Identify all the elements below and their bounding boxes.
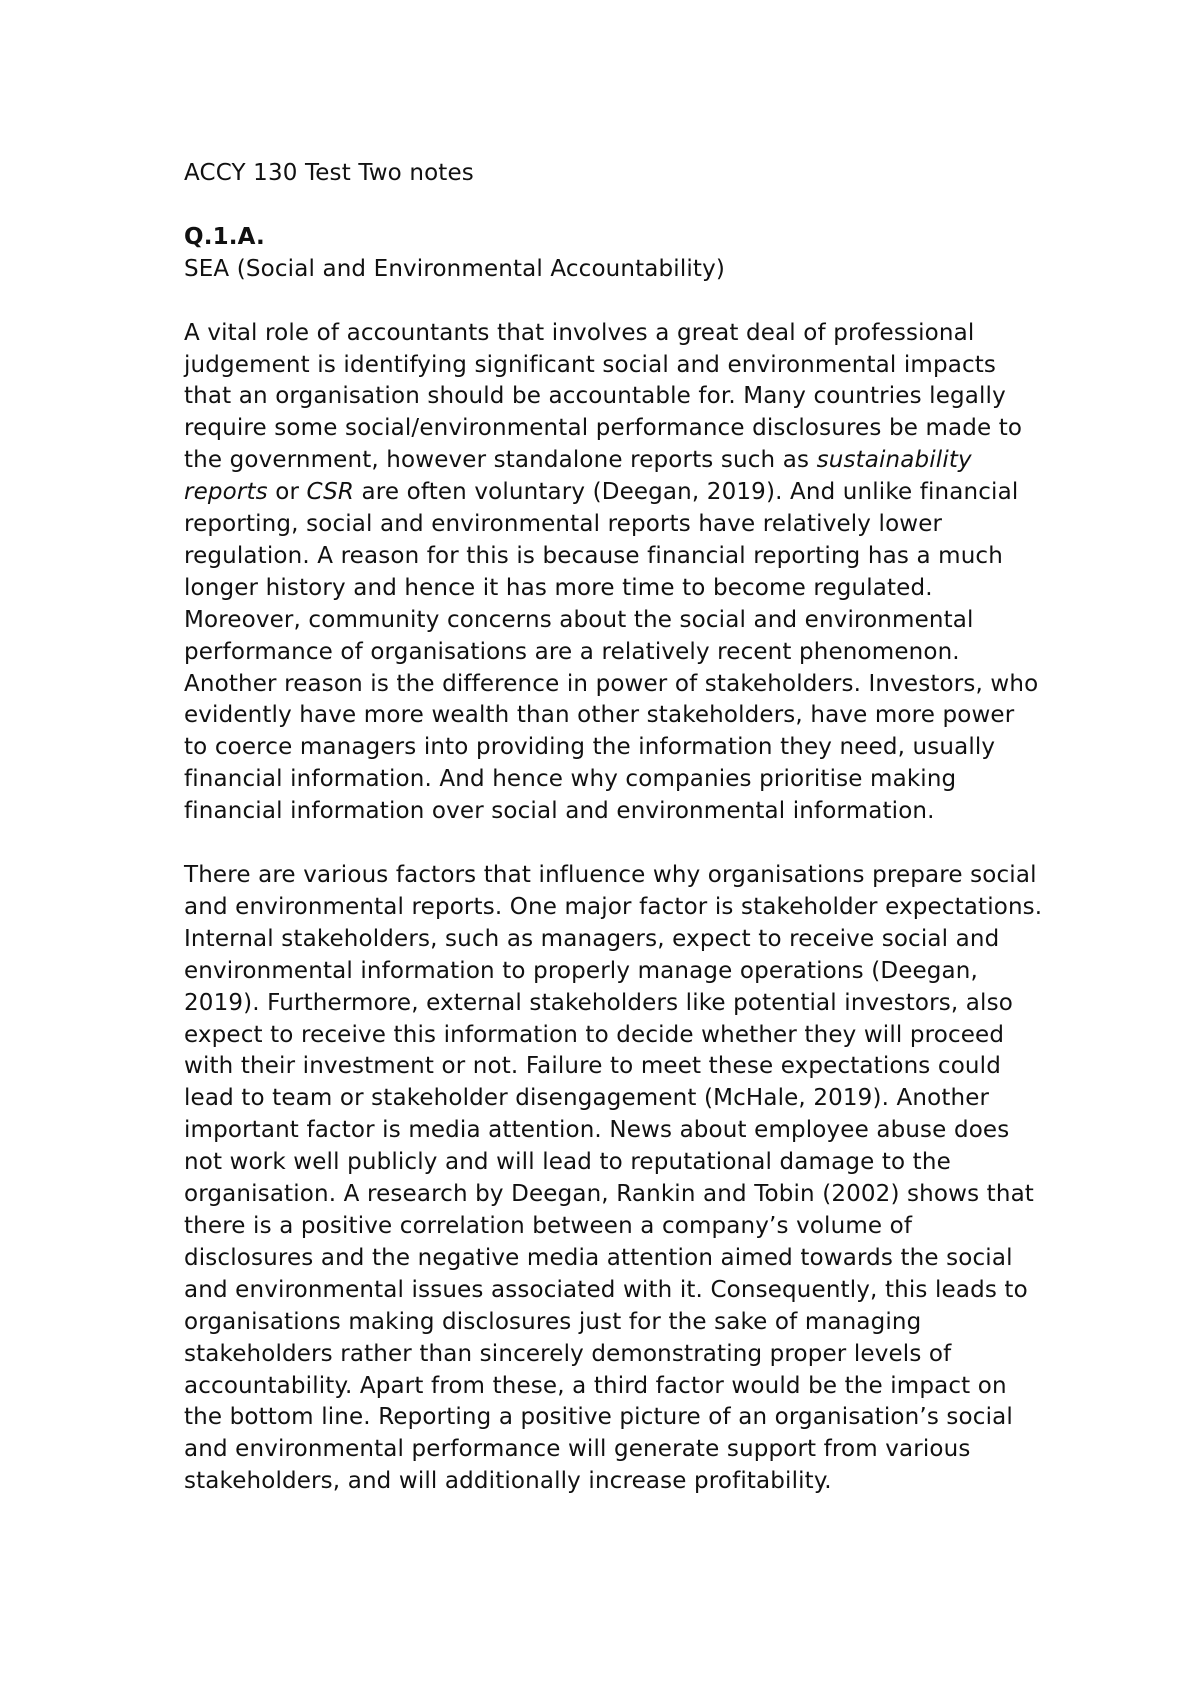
document-page	[184, 158, 1044, 1498]
paragraph-text: A vital role of accountants that involves a great deal of professional judgement is identifying significant social and environmental impacts that an organisation should be accountable for. Many countries legally require some social/environmental performance disclosures be made to the government, however standalone reports such as	[184, 319, 1023, 474]
italic-term-sustainability-reports: sustainability reports	[184, 447, 972, 506]
document-title: ACCY 130 Test Two notes	[184, 160, 474, 186]
paragraph-sea-role	[184, 318, 1044, 829]
paragraph-text: or	[267, 479, 307, 506]
section-subheading: SEA (Social and Environmental Accountability)	[184, 255, 725, 282]
italic-term-csr: CSR	[306, 479, 355, 506]
question-label: Q.1.A.	[184, 223, 265, 250]
paragraph-reporting-factors: There are various factors that influence why organisations prepare social and environmental reports. One major factor is stakeholder expectations. Internal stakeholders, such as managers, expect to receive social and environmental information to properly manage operations (Deegan, 2019). Furthermore, external stakeholders like potential investors, also expect to receive this information to decide whether they will proceed with their investment or not. Failure to meet these expectations could lead to team or stakeholder disengagement (McHale, 2019). Another important factor is media attention. News about employee abuse does not work well publicly and will lead to reputational damage to the organisation. A research by Deegan, Rankin and Tobin (2002) shows that there is a positive correlation between a company’s volume of disclosures and the negative media attention aimed towards the social and environmental issues associated with it. Consequently, this leads to organisations making disclosures just for the sake of managing stakeholders rather than sincerely demonstrating proper levels of accountability. Apart from these, a third factor would be the impact on the bottom line. Reporting a positive picture of an organisation’s social and environmental performance will generate support from various stakeholders, and will additionally increase profitability.	[184, 862, 1043, 1495]
paragraph-text: are often voluntary (Deegan, 2019). And unlike financial reporting, social and environmental reports have relatively lower regulation. A reason for this is because financial reporting has a much longer history and hence it has more time to become regulated. Moreover, community concerns about the social and environmental performance of organisations are a relatively recent phenomenon. Another reason is the difference in power of stakeholders. Investors, who evidently have more wealth than other stakeholders, have more power to coerce managers into providing the information they need, usually financial information. And hence why companies prioritise making financial information over social and environmental information.	[184, 479, 1039, 825]
